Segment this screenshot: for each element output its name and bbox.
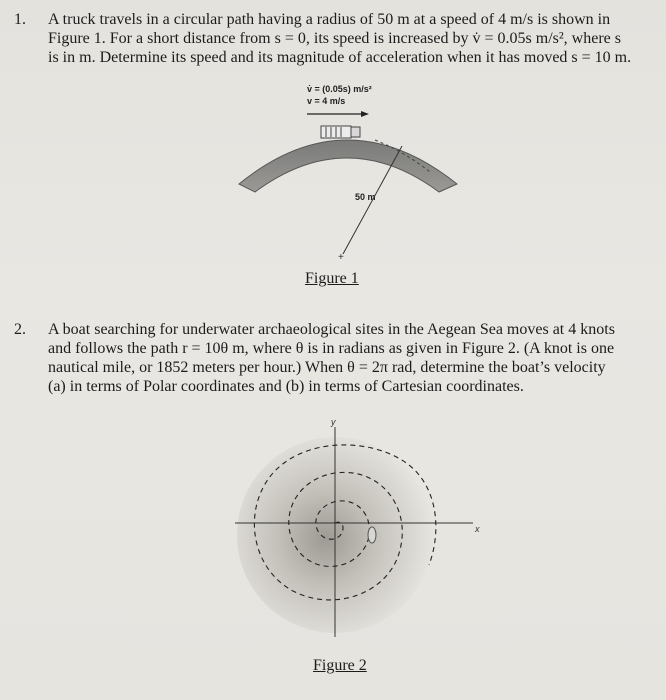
velocity-arrow [307, 111, 369, 117]
problem-2-line: and follows the path r = 10θ m, where θ is in radians as given in Figure 2. (A knot is one [48, 340, 615, 357]
problem-2-number: 2. [14, 321, 26, 338]
accel-label: v̇ = (0.05s) m/s² [307, 84, 372, 94]
problem-1-number: 1. [14, 11, 26, 28]
problem-2-line: nautical mile, or 1852 meters per hour.) When θ = 2π rad, determine the boat’s velocity [48, 359, 606, 376]
boat-icon [368, 527, 376, 543]
problem-2-line: (a) in terms of Polar coordinates and (b) in terms of Cartesian coordinates. [48, 378, 524, 395]
truck-icon [321, 126, 360, 138]
problem-1-text [48, 10, 654, 67]
problem-2 [14, 320, 654, 396]
figure-2-diagram [225, 415, 485, 650]
radius-label: 50 m [355, 192, 376, 202]
speed-label: v = 4 m/s [307, 96, 346, 106]
x-axis-label: x [475, 524, 480, 534]
problem-1-line: is in m. Determine its speed and its magnitude of acceleration when it has moved s = 10 m. [48, 49, 632, 66]
center-mark: + [338, 252, 344, 263]
problem-1-line: A truck travels in a circular path having a radius of 50 m at a speed of 4 m/s is shown in [48, 11, 611, 28]
problem-2-line: A boat searching for underwater archaeological sites in the Aegean Sea moves at 4 knots [48, 321, 615, 338]
figure-1-caption: Figure 1 [305, 270, 359, 287]
road-arc [239, 140, 457, 192]
figure-1-diagram [225, 80, 475, 280]
figure-2-caption: Figure 2 [313, 657, 367, 674]
problem-2-text [48, 320, 654, 396]
y-axis-label: y [331, 417, 336, 427]
problem-1 [14, 10, 654, 67]
problem-1-line: Figure 1. For a short distance from s = 0, its speed is increased by v̇ = 0.05s m/s², where s [48, 30, 621, 47]
